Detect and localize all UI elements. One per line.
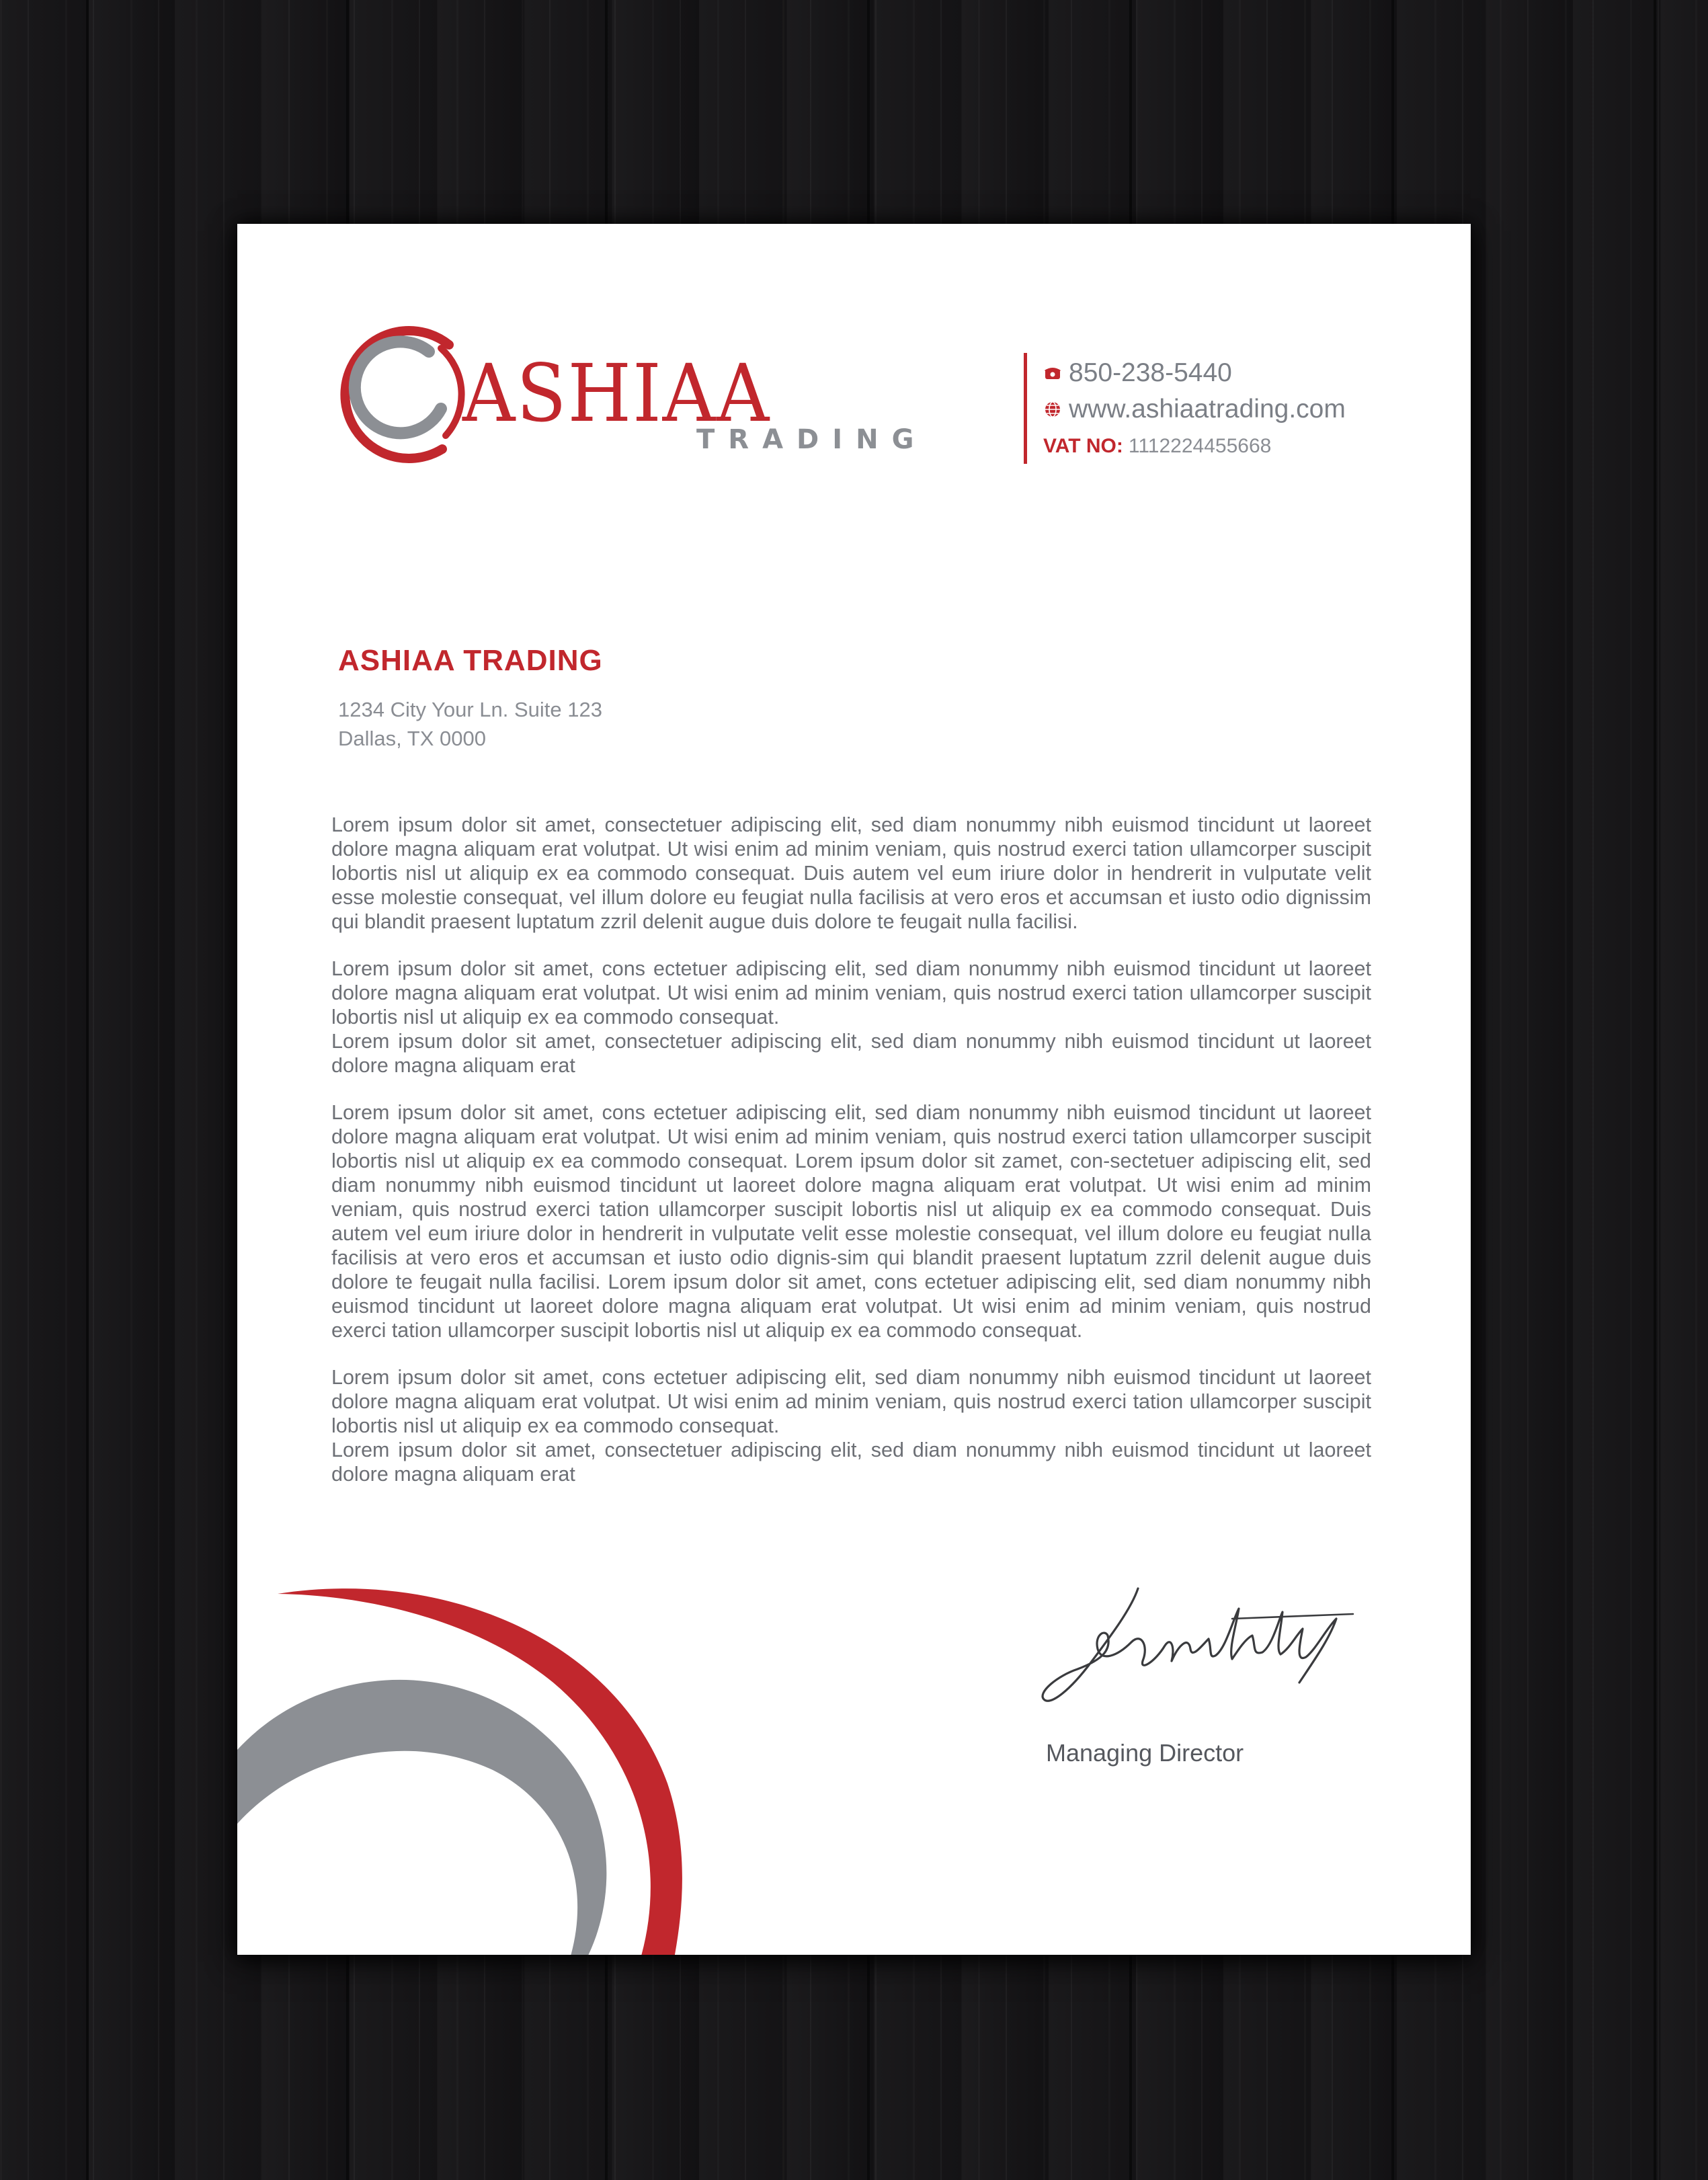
body-paragraph: Lorem ipsum dolor sit amet, consectetuer adipiscing elit, sed diam nonummy nibh euismod tincidunt ut laoreet dolore magna aliquam erat volutpat. Ut wisi enim ad minim veniam, quis nostrud exerci tation ullamcorper suscipit lobortis nisl ut aliquip ex ea commodo consequat. Duis autem vel eum iriure dolor in hendrerit in vulputate velit esse molestie consequat, vel illum dolore eu feugiat nulla facilisis at vero eros et accumsan et iusto odio dignissim qui blandit praesent luptatum zzril delenit augue duis dolore te feugait nulla facilisi.: [331, 813, 1371, 933]
address-line-2: Dallas, TX 0000: [338, 727, 486, 750]
letter-body: [331, 813, 1371, 1509]
signatory-title: Managing Director: [1046, 1739, 1244, 1767]
phone-row: [1043, 358, 1232, 388]
body-paragraph: Lorem ipsum dolor sit amet, cons ectetuer adipiscing elit, sed diam nonummy nibh euismod tincidunt ut laoreet dolore magna aliquam erat volutpat. Ut wisi enim ad minim veniam, quis nostrud exerci tation ullamcorper suscipit lobortis nisl ut aliquip ex ea commodo consequat. Lorem ipsum dolor sit amet, consectetuer adipiscing elit, sed diam nonummy nibh euismod tincidunt ut laoreet dolore magna aliquam erat: [331, 1366, 1371, 1486]
body-paragraph: Lorem ipsum dolor sit amet, cons ectetuer adipiscing elit, sed diam nonummy nibh euismod tincidunt ut laoreet dolore magna aliquam erat volutpat. Ut wisi enim ad minim veniam, quis nostrud exerci tation ullamcorper suscipit lobortis nisl ut aliquip ex ea commodo consequat. Lorem ipsum dolor sit amet, consectetuer adipiscing elit, sed diam nonummy nibh euismod tincidunt ut laoreet dolore magna aliquam erat: [331, 957, 1371, 1077]
contact-block: [1024, 353, 1400, 464]
vat-value: 1112224455668: [1128, 435, 1272, 457]
logo-subtitle: TRADING: [696, 424, 928, 455]
vat-label: VAT NO:: [1043, 435, 1123, 457]
phone-number[interactable]: 850-238-5440: [1069, 358, 1232, 387]
decorative-swoosh: [237, 1582, 708, 1955]
body-paragraph: Lorem ipsum dolor sit amet, cons ectetuer adipiscing elit, sed diam nonummy nibh euismod tincidunt ut laoreet dolore magna aliquam erat volutpat. Ut wisi enim ad minim veniam, quis nostrud exerci tation ullamcorper suscipit lobortis nisl ut aliquip ex ea commodo consequat. Lorem ipsum dolor sit zamet, con-sectetuer adipiscing elit, sed diam nonummy nibh euismod tincidunt ut laoreet dolore magna aliquam erat volutpat. Ut wisi enim ad minim veniam, quis nostrud exerci tation ullamcorper suscipit lobortis nisl ut aliquip ex ea commodo consequat. Duis autem vel eum iriure dolor in hendrerit in vulputate velit esse molestie consequat, vel illum dolore eu feugiat nulla facilisis at vero eros et accumsan et iusto odio dignis-sim qui blandit praesent luptatum zzril delenit augue duis dolore te feugait nulla facilisi. Lorem ipsum dolor sit amet, cons ectetuer adipiscing elit, sed diam nonummy nibh euismod tincidunt ut laoreet dolore magna aliquam erat volutpat. Ut wisi enim ad minim veniam, quis nostrud exerci tation ullamcorper suscipit lobortis nisl ut aliquip ex ea commodo consequat.: [331, 1101, 1371, 1342]
signature-image: [1030, 1582, 1380, 1730]
letterhead-page: [237, 224, 1471, 1955]
phone-icon: [1043, 364, 1062, 382]
website-row: [1043, 395, 1346, 424]
vat-row: [1043, 435, 1271, 458]
website-link[interactable]: www.ashiaatrading.com: [1069, 395, 1346, 423]
recipient-name: ASHIAA TRADING: [338, 644, 603, 677]
logo-name: ASHIAA: [462, 347, 771, 440]
logo-ring-icon: [328, 321, 473, 466]
company-logo: [328, 321, 928, 466]
globe-icon: [1043, 400, 1062, 419]
address-line-1: 1234 City Your Ln. Suite 123: [338, 698, 602, 721]
